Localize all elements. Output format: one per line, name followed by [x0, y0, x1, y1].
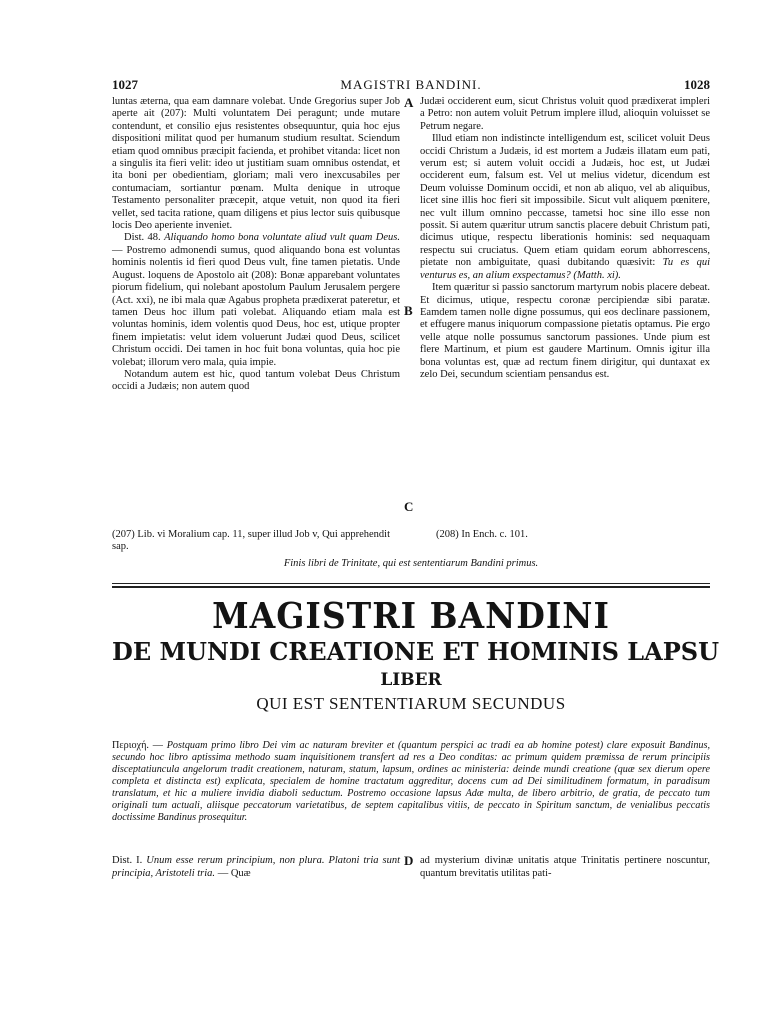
- running-title: MAGISTRI BANDINI.: [340, 77, 482, 92]
- right-paragraph-2-text: Illud etiam non indistincte intelligendum est, scilicet voluit Deus occidi Christum a Judæis, id est mortem a Judæis illatam eum pati, verum est; si autem voluit occidi a Judæis, hoc est, ut Judæi occiderent eum, falsum est. Vel ut melius videtur, dicendum est Deum voluisse Dominum occidi, et non ab aliquo, vel ab aliquibus, licet sine illis hoc fieri sit impossibile. Sicut vult aliquem pœnitere, nec vult illum omnino peccasse, tametsi hoc sine illo esse non possit. Si autem quæritur utrum sanctis placere debuit Christum pati, dicimus utique, respectu liberationis hominis: sed nequaquam respectu sui cruciatus. Quem etiam quidam eorum abhorrescens, pietate non ambiguitate, quasi dubitando quæsivit:: [420, 133, 710, 269]
- right-paragraph-1: Judæi occiderent eum, sicut Christus voluit quod prædixerat impleri a Petro: non autem voluit Petrum implere illud, alioquin voluisset se Petrum negare.: [420, 96, 710, 132]
- left-paragraph-2: [112, 232, 400, 368]
- dist-1-text: — Quæ: [217, 868, 251, 879]
- running-head: [112, 77, 710, 93]
- left-column: [112, 96, 400, 394]
- summary-lead: Περιοχή. —: [112, 740, 163, 751]
- book-title-secundus: QUI EST SENTENTIARUM SECUNDUS: [256, 694, 566, 713]
- dist-1-heading: Unum esse rerum principium, non plura. Platoni tria sunt principia, Aristoteli tria.: [112, 855, 401, 879]
- margin-letter-a: A: [404, 95, 414, 110]
- margin-letter-d: D: [404, 853, 414, 868]
- page-number-left: 1027: [112, 77, 138, 92]
- margin-letter-c: C: [404, 499, 414, 514]
- right-paragraph-3: Item quæritur si passio sanctorum martyrum nobis placere debeat. Et dicimus, utique, respectu coronæ percipiendæ sibi paratæ. Eamdem tamen nolle digne possumus, qui eos declinare passionem, et effugere manus iniquorum compassione pietatis optamus. Pie ergo velle atque nolle possumus sanctorum passiones. Unde pium est flere Martinum, et pium est gaudere Martinum. Omnis igitur illa bona voluntas est, quæ ad rectum finem dirigitur, qui duntaxat ex zelo Dei, secundum scientiam pensandus est.: [420, 282, 710, 380]
- dist-48-lead: Dist. 48.: [124, 232, 161, 244]
- dist-48-heading: Aliquando homo bona voluntate aliud vult quam Deus.: [164, 232, 400, 244]
- left-paragraph-1: luntas æterna, qua eam damnare volebat. Unde Gregorius super Job aperte ait (207): Multi voluntatem Dei peragunt; unde mutare contendunt, et consilio ejus resistentes obsequuntur, quia hoc ejus dispositioni militat quod per humanum studium resultat. Sciendum etiam quod omnibus præcipit facienda, et prohibet vitanda: licet non a singulis ita fieri velit: ideo ut justitiam suam omnibus ostendat, et ita boni per obedientiam, gloriam; mali vero inexcusabiles per contumaciam, sortiantur pœnam. Multa denique in utroque Testamento personaliter præcepit, atque vetuit, non quod ita fieri vellet, sed tacita ratione, quam diligens et pius lector suis quibusque locis Deo aperiente inveniet.: [112, 96, 400, 232]
- page-number-right: 1028: [684, 77, 710, 92]
- divider-thick: [112, 586, 710, 588]
- book-title-author: MAGISTRI BANDINI: [212, 594, 610, 637]
- dist-1-paragraph: [112, 854, 400, 880]
- book-title-liber: LIBER: [380, 670, 442, 690]
- bottom-right-text: ad mysterium divinæ unitatis atque Trinitatis pertinere noscuntur, quantum brevitatis utilitas pati-: [420, 855, 710, 879]
- summary-paragraph: [112, 740, 710, 824]
- divider-thin: [112, 583, 710, 584]
- right-column: [420, 96, 710, 381]
- finis-line: Finis libri de Trinitate, qui est sententiarum Bandini primus.: [283, 558, 539, 569]
- right-paragraph-2-quote: Tu es qui venturus es, an alium exspectamus? (Matth. xi).: [420, 257, 710, 281]
- summary-text: Postquam primo libro Dei vim ac naturam breviter et (quantum perspici ac tradi ea ab homine potest) clare exposuit Bandinus, secundo hoc libro aptissima methodo suam inquisitionem transfert ad res a Deo conditas: ac primum quidem præmissa de rerum principiis disceptatiuncula angelorum tradit creationem, naturam, statum, lapsum, ordines ac ministeria: deinde mundi creatione (quæ sex dierum opere completa et distincta est) explicata, specialem de homine tractatum aggreditur, docens cum ad Dei similitudinem formatum, in paradisum translatum, et hic a muliere invidia diaboli seductum. Postremo occasione lapsus Adæ multa, de libero arbitrio, de gratia, de peccato tum originali tum actuali, aliisque peccatorum varietatibus, de septem capitalibus vitiis, de peccato in Spiritum sanctum, de venialibus peccatis doctissime Bandinus prosequitur.: [112, 740, 711, 823]
- left-paragraph-3: Notandum autem est hic, quod tantum volebat Deus Christum occidi a Judæis; non autem quod: [112, 368, 400, 393]
- dist-48-text: — Postremo admonendi sumus, quod aliquando bona est voluntas hominis nolentis id fieri quod Deus vult, fine tamen pietatis. Unde August. loquens de Apostolo ait (208): Bonæ apparebant voluntates piorum fidelium, qui nolebant apostolum Paulum Jerusalem pergere (Act. xxi), ne ibi mala quæ Agabus propheta prædixerat pateretur, et tamen Deus hoc illum pati volebat. Aliquando etiam mala est voluntas hominis, idem volentis quod Deus, hoc est, utique propter finem impietatis: velut idem voluerunt Judæi quod Deus, scilicet Christum occidi. Dei tamen in hoc fuit bona voluntas, quia hoc pie volebat; illorum vero mala, quia impie.: [112, 244, 400, 368]
- right-paragraph-2: [420, 133, 710, 282]
- dist-1-lead: Dist. I.: [112, 855, 143, 866]
- book-title-subject: DE MUNDI CREATIONE ET HOMINIS LAPSU: [112, 637, 720, 666]
- footnote-208: (208) In Ench. c. 101.: [436, 529, 528, 540]
- footnote-207: (207) Lib. vi Moralium cap. 11, super illud Job v, Qui apprehendit sap.: [112, 529, 391, 553]
- margin-letter-b: B: [404, 303, 413, 318]
